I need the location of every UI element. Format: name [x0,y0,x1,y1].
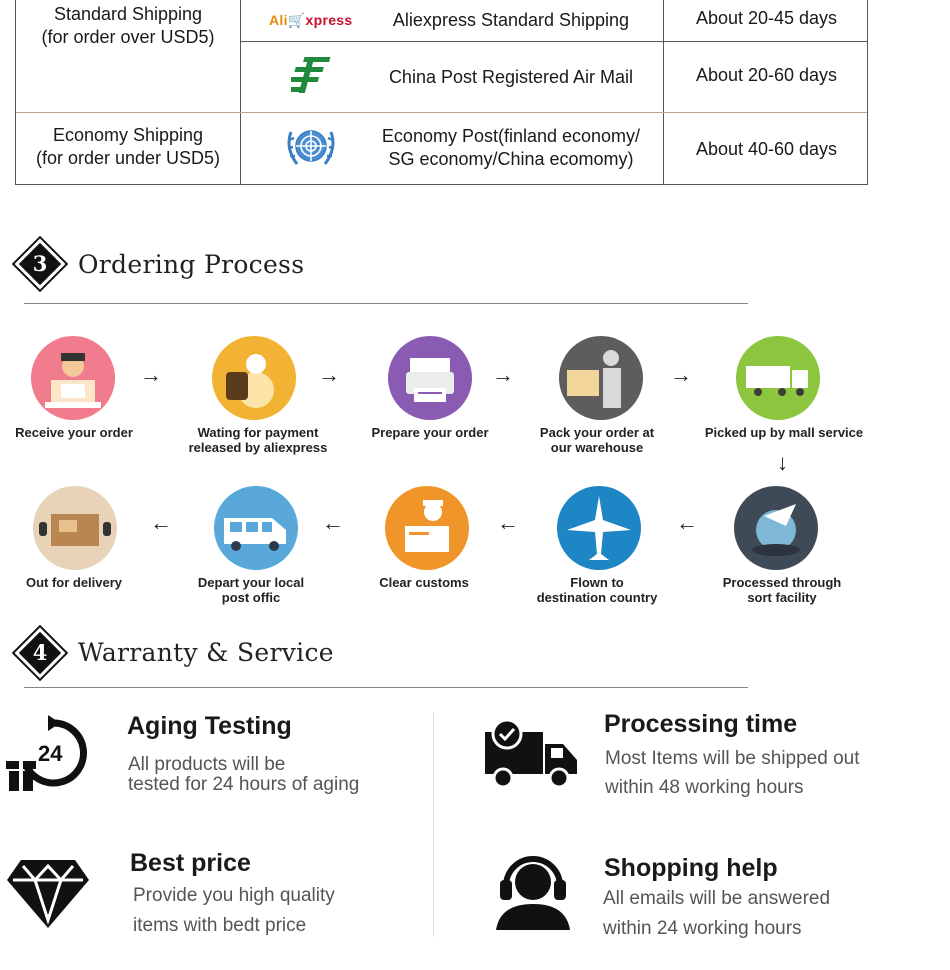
step-label-line: Processed through [722,575,842,590]
warranty-title: Shopping help [604,854,778,882]
step-label-line: Pack your order at [539,425,655,440]
table-row-divider [16,112,867,113]
step-payment-icon [212,336,296,420]
clock-24-gift-icon [4,715,94,800]
step-label [334,575,514,590]
warranty-title: Processing time [604,710,798,738]
step-label [507,575,687,605]
step-sort-facility-icon [734,486,818,570]
section-number: 4 [32,640,48,665]
step-label [694,425,874,440]
carrier-label: Aliexpress Standard Shipping [392,10,630,30]
step-label-line: Wating for payment [197,425,319,440]
carrier-label: China Post Registered Air Mail [388,67,634,87]
method-condition: (for order under USD5) [35,148,221,168]
step-label [692,575,872,605]
shipping-method-standard [16,3,240,49]
step-label [0,575,164,590]
delivery-days: About 20-60 days [695,65,838,85]
step-label-line: Depart your local [197,575,305,590]
warranty-text: All products will be [128,754,286,775]
shipping-table [15,0,868,185]
arrow-left-icon: ← [150,510,172,535]
warranty-text: All emails will be answered [603,888,831,909]
step-label-line: Receive your order [15,425,133,440]
warranty-text: tested for 24 hours of aging [128,774,360,795]
warranty-title: Best price [130,849,251,877]
arrow-down-icon: ↓ [777,450,788,475]
step-label-line: Out for delivery [25,575,123,590]
aliexpress-logo: Ali🛒xpress [269,12,353,28]
warranty-title: Aging Testing [127,712,292,740]
step-label-line: sort facility [747,590,817,605]
arrow-right-icon: → [140,362,162,387]
table-row-divider [240,41,867,42]
arrow-right-icon: → [318,362,340,387]
section-divider [24,687,748,688]
carrier-label: SG economy/China ecomomy) [388,149,634,169]
step-flown-icon [557,486,641,570]
arrow-left-icon: ← [676,510,698,535]
step-label-line: Prepare your order [371,425,489,440]
warranty-text: within 24 working hours [603,918,802,939]
step-label-line: our warehouse [550,440,644,455]
step-label-line: destination country [536,590,658,605]
step-customs-icon [385,486,469,570]
step-label [168,425,348,455]
section-number: 3 [32,251,48,276]
un-globe-icon [281,122,341,177]
china-post-icon [291,55,335,102]
warranty-text: within 48 working hours [605,777,804,798]
carrier-name [361,125,661,171]
headset-support-icon [490,852,576,937]
delivery-days: About 40-60 days [695,139,838,159]
method-name: Economy Shipping [52,125,204,145]
carrier-name [361,9,661,32]
step-pickup-icon [736,336,820,420]
method-name: Standard Shipping [53,4,203,24]
table-column-divider [240,0,241,184]
step-out-for-delivery-icon [33,486,117,570]
arrow-left-icon: ← [497,510,519,535]
column-divider [433,712,434,937]
warranty-text: items with bedt price [133,915,307,936]
step-label-line: released by aliexpress [188,440,328,455]
step-pack-order-icon [559,336,643,420]
arrow-left-icon: ← [322,510,344,535]
arrow-right-icon: → [670,362,692,387]
step-label-line: Clear customs [379,575,469,590]
step-label-line: post offic [221,590,281,605]
svg-text:24: 24 [38,741,63,766]
diamond-icon [5,858,91,935]
step-label [161,575,341,605]
shipping-method-economy [16,124,240,170]
warranty-text: Provide you high quality [133,885,335,906]
step-depart-post-icon [214,486,298,570]
section-title: Ordering Process [78,250,305,279]
step-label-line: Picked up by mall service [704,425,864,440]
delivery-days: About 20-45 days [695,8,838,28]
method-condition: (for order over USD5) [41,27,215,47]
step-label [507,425,687,455]
arrow-right-icon: → [492,362,514,387]
section-divider [24,303,748,304]
step-label [0,425,164,440]
step-label [340,425,520,440]
step-label-line: Flown to [570,575,624,590]
section-title: Warranty & Service [78,638,334,667]
carrier-name [361,66,661,89]
step-receive-order-icon [31,336,115,420]
step-prepare-order-icon [388,336,472,420]
warranty-text: Most Items will be shipped out [605,748,860,769]
carrier-label: Economy Post(finland economy/ [381,126,641,146]
delivery-truck-check-icon [483,718,579,795]
